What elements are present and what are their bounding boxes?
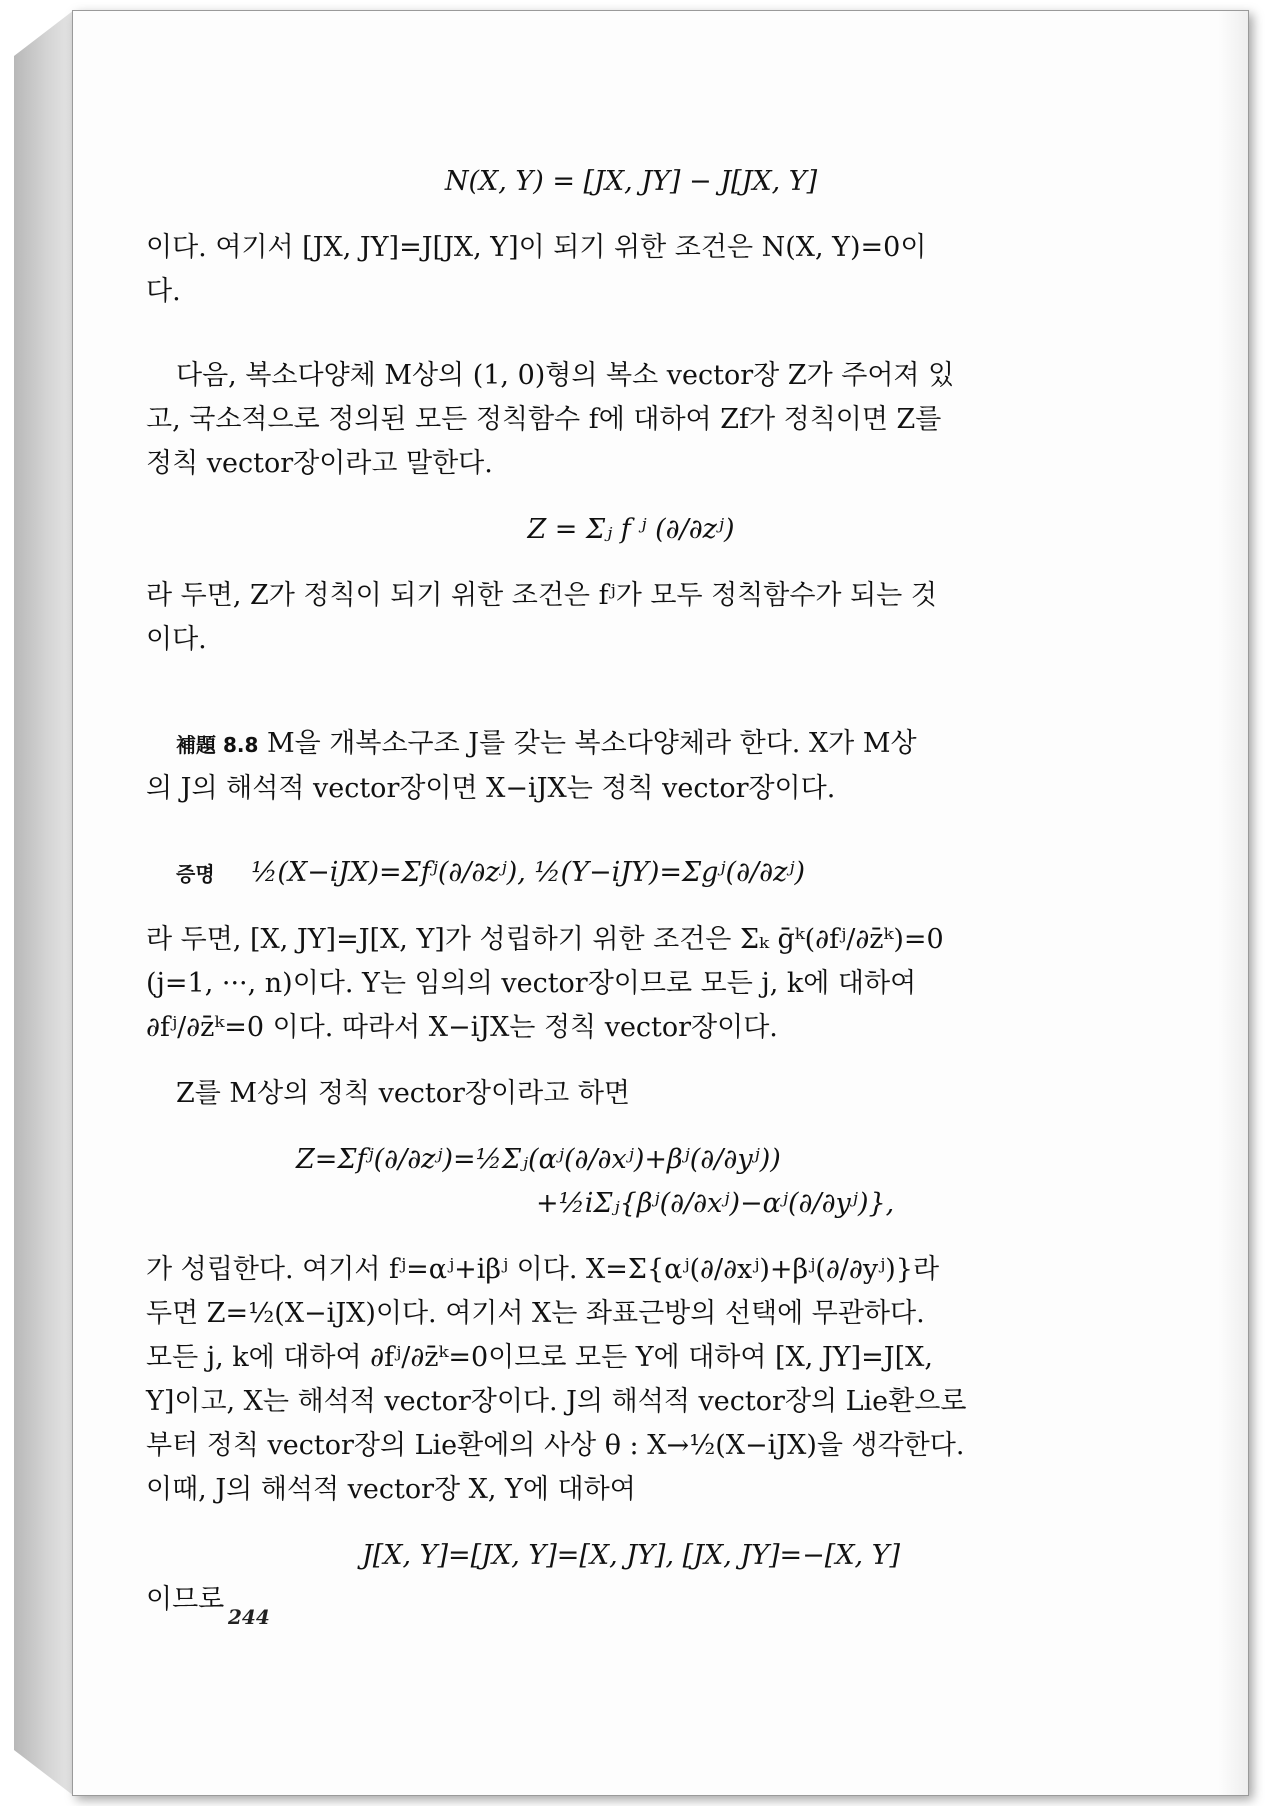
equation-decomposition <box>146 1138 1116 1226</box>
proof-equation: ½(X−iJX)=Σfʲ(∂/∂zʲ), ½(Y−iJY)=Σgʲ(∂/∂zʲ) <box>251 857 805 888</box>
equation-nijenhuis: N(X, Y) = [JX, JY] − J[JX, Y] <box>444 166 818 197</box>
paragraph-1 <box>146 226 1116 314</box>
page-number: 244 <box>228 1605 270 1629</box>
text-line: 부터 정칙 vector장의 Lie환에의 사상 θ : X→½(X−iJX)을 생각한다. <box>146 1430 965 1461</box>
lemma-block <box>146 722 1116 811</box>
page-shadow <box>1218 11 1248 1795</box>
text-line: 다. <box>146 276 181 307</box>
text-line: Y]이고, X는 해석적 vector장이다. J의 해석적 vector장의 Lie환으로 <box>146 1386 967 1417</box>
text-line: 가 성립한다. 여기서 fʲ=αʲ+iβʲ 이다. X=Σ{αʲ(∂/∂xʲ)+βʲ(∂/∂yʲ)}라 <box>146 1254 940 1285</box>
paragraph-4: Z를 M상의 정칙 vector장이라고 하면 <box>176 1078 631 1109</box>
text-line: (j=1, ···, n)이다. Y는 임의의 vector장이므로 모든 j, k에 대하여 <box>146 968 917 999</box>
lemma-line <box>146 722 1116 767</box>
text-line: 라 두면, Z가 정칙이 되기 위한 조건은 fʲ가 모두 정칙함수가 되는 것 <box>146 580 937 611</box>
proof-block <box>146 851 1116 1050</box>
page-text <box>146 160 1116 1622</box>
text-line: 이때, J의 해석적 vector장 X, Y에 대하여 <box>146 1474 636 1505</box>
text-line: 다음, 복소다양체 M상의 (1, 0)형의 복소 vector장 Z가 주어져 있 <box>176 360 955 391</box>
equation-commutators: J[X, Y]=[JX, Y]=[X, JY], [JX, JY]=−[X, Y] <box>361 1540 901 1571</box>
paragraph-5 <box>146 1248 1116 1512</box>
text-line: 모든 j, k에 대하여 ∂fʲ/∂z̄ᵏ=0이므로 모든 Y에 대하여 [X, JY]=J[X, <box>146 1342 933 1373</box>
lemma-text: M을 개복소구조 J를 갖는 복소다양체라 한다. X가 M상 <box>267 728 917 759</box>
paragraph-6: 이므로 <box>146 1584 225 1615</box>
text-line: 두면 Z=½(X−iJX)이다. 여기서 X는 좌표근방의 선택에 무관하다. <box>146 1298 925 1329</box>
proof-label: 증명 <box>176 862 215 886</box>
text-line: 고, 국소적으로 정의된 모든 정칙함수 f에 대하여 Zf가 정칙이면 Z를 <box>146 404 942 435</box>
proof-line <box>146 851 1116 896</box>
equation-holomorphic-field: Z = Σⱼ f ʲ (∂/∂zʲ) <box>527 514 735 545</box>
equation-line: Z=Σfʲ(∂/∂zʲ)=½Σⱼ(αʲ(∂/∂xʲ)+βʲ(∂/∂yʲ)) <box>296 1144 781 1175</box>
book-spine-edge <box>14 10 74 1796</box>
text-line: 이다. <box>146 624 207 655</box>
equation-line: +½iΣⱼ{βʲ(∂/∂xʲ)−αʲ(∂/∂yʲ)}, <box>536 1188 895 1219</box>
paragraph-2 <box>146 354 1116 486</box>
text-line: 이다. 여기서 [JX, JY]=J[JX, Y]이 되기 위한 조건은 N(X, Y)=0이 <box>146 232 927 263</box>
paragraph-3 <box>146 574 1116 662</box>
text-line: ∂fʲ/∂z̄ᵏ=0 이다. 따라서 X−iJX는 정칙 vector장이다. <box>146 1012 778 1043</box>
lemma-label: 補題 8.8 <box>176 733 259 757</box>
lemma-text: 의 J의 해석적 vector장이면 X−iJX는 정칙 vector장이다. <box>146 773 836 804</box>
text-line: 정칙 vector장이라고 말한다. <box>146 448 493 479</box>
text-line: 라 두면, [X, JY]=J[X, Y]가 성립하기 위한 조건은 Σₖ ḡᵏ(∂fʲ/∂z̄ᵏ)=0 <box>146 924 944 955</box>
